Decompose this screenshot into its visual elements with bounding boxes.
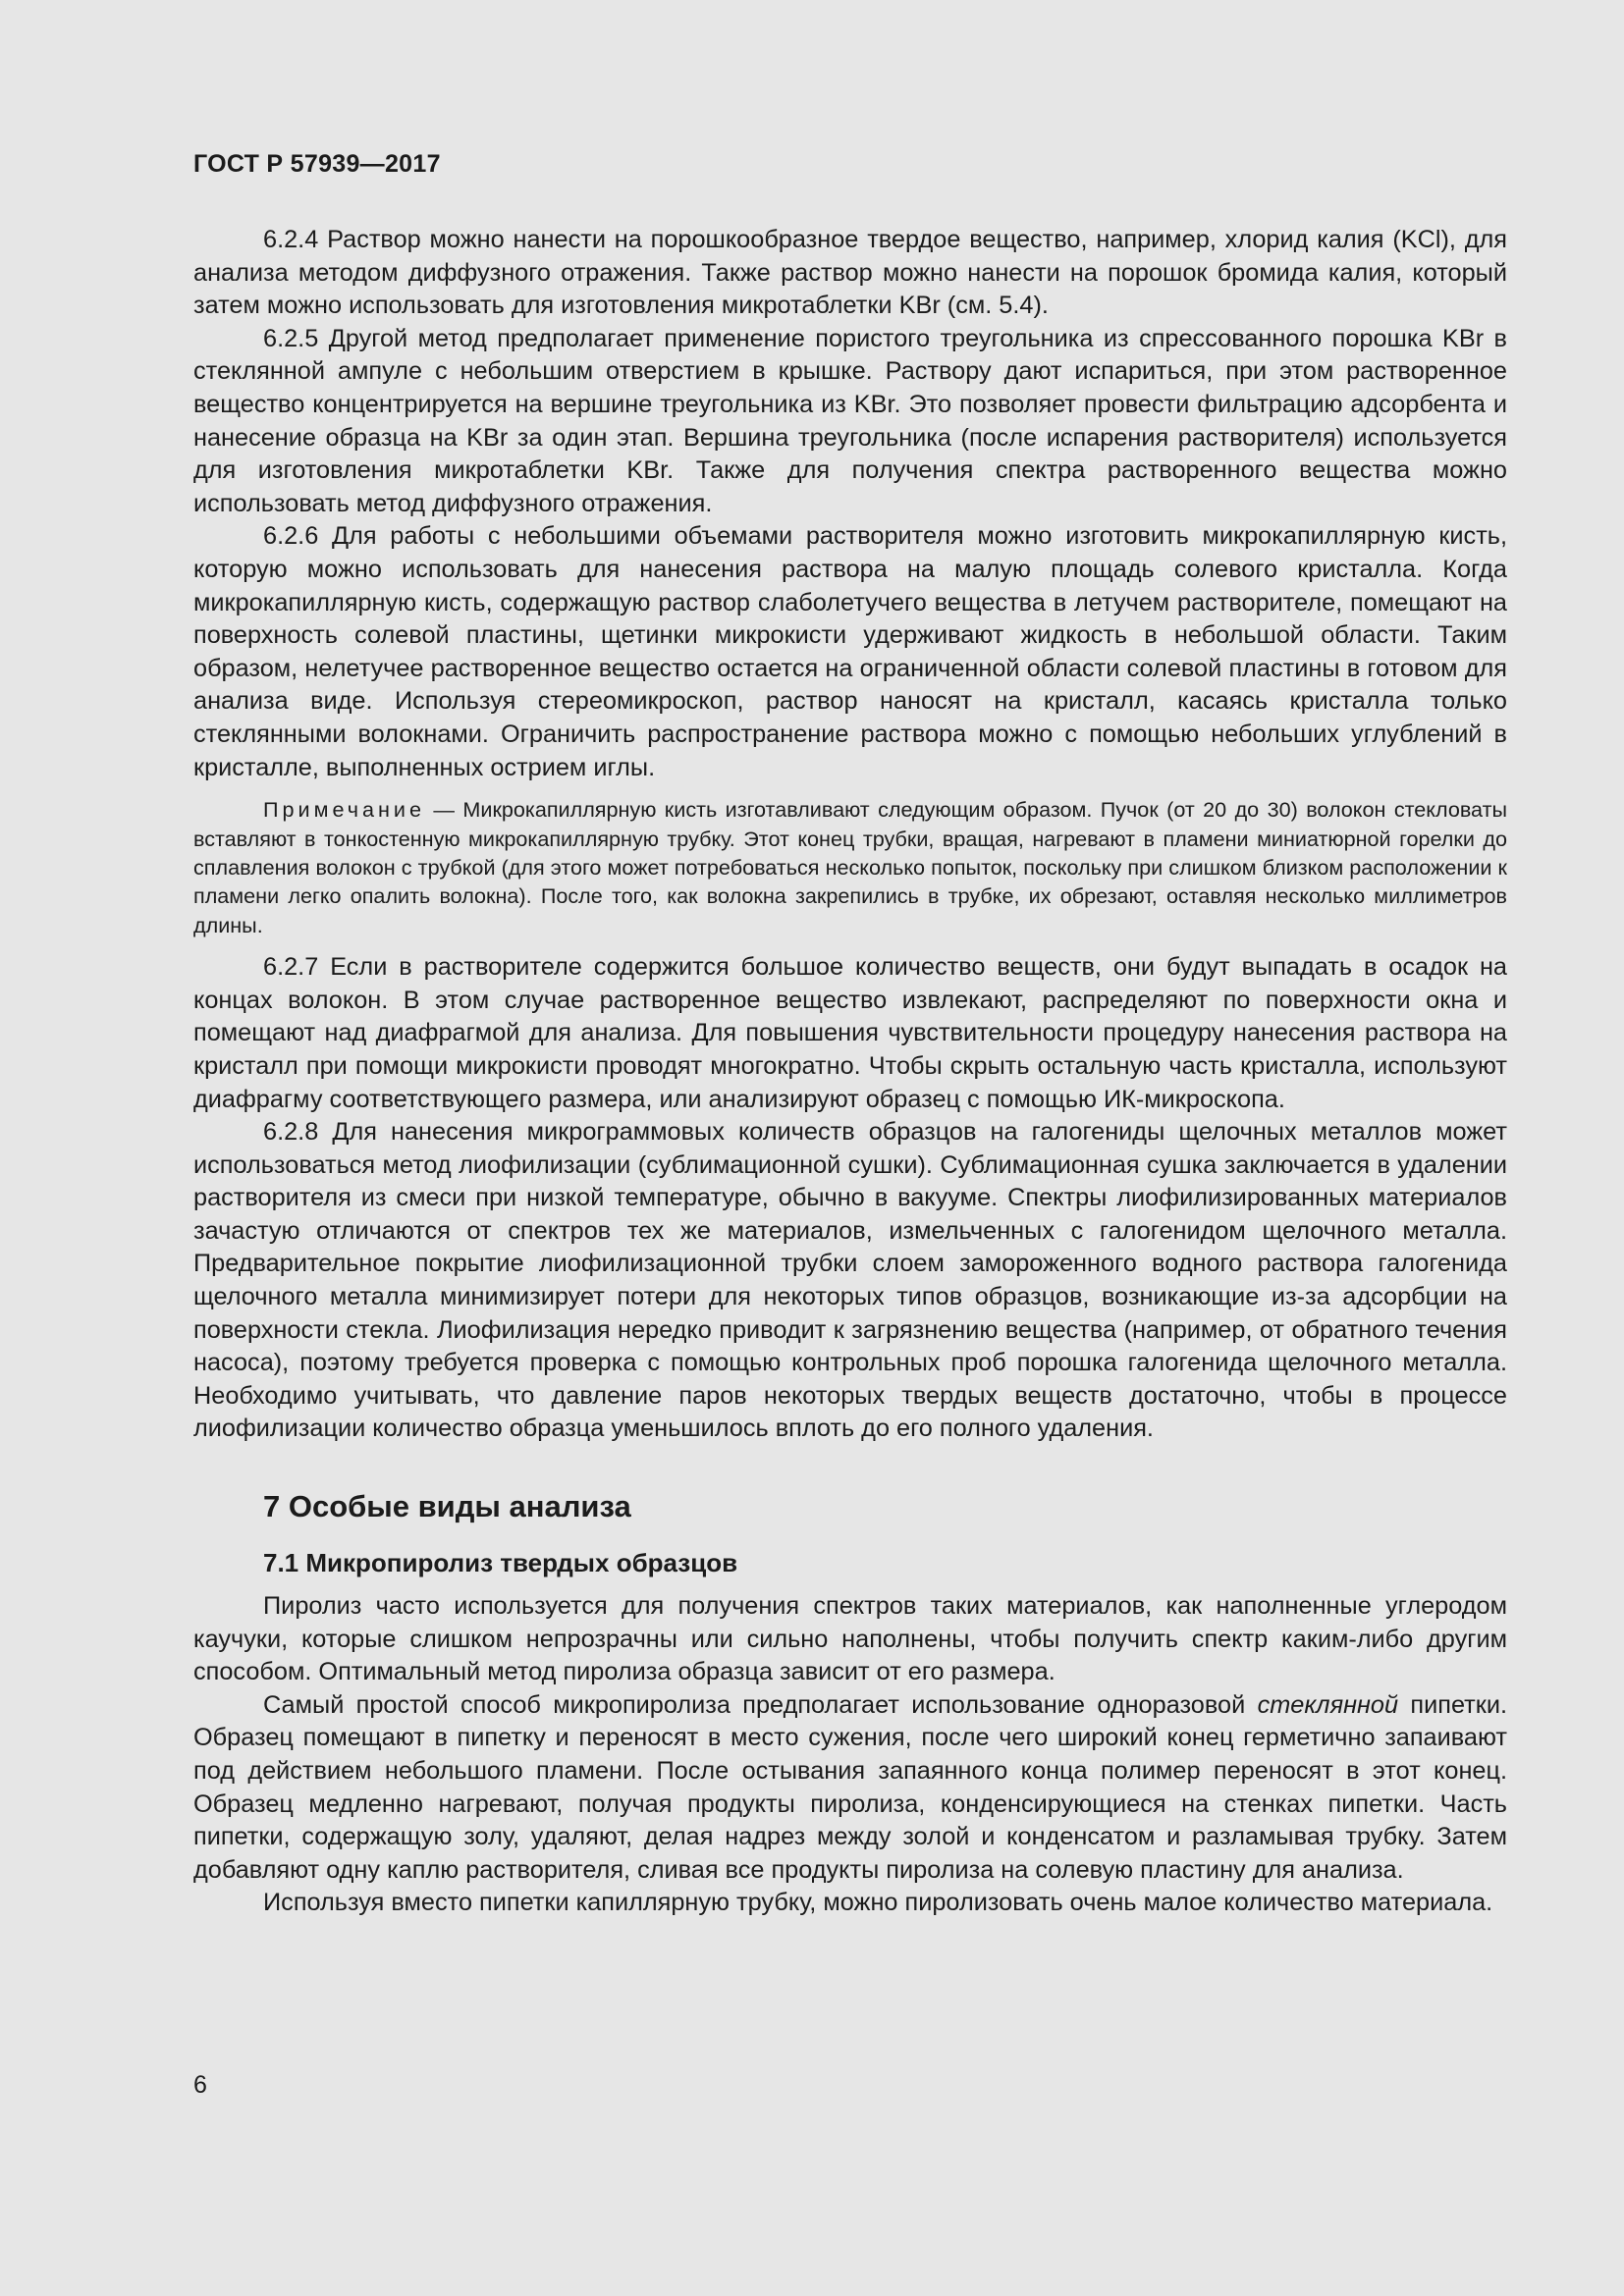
paragraph-6-2-5: 6.2.5 Другой метод предполагает применение пористого треугольника из спрессованного порошка KBr в стеклянной ампуле с небольшим отверстием в крышке. Раствору дают испариться, при этом растворенное вещество концентрируется на вершине треугольника из KBr. Это позволяет провести фильтрацию адсорбента и нанесение образца на KBr за один этап. Вершина треугольника (после испарения растворителя) используется для изготовления микротаблетки KBr. Также для получения спектра растворенного вещества можно использовать метод диффузного отражения. [193, 324, 1507, 517]
paragraph-7-1-b-start: Самый простой способ микропиролиза предполагает использование одноразовой [263, 1690, 1258, 1719]
paragraph-7-1-a: Пиролиз часто используется для получения спектров таких материалов, как наполненные углеродом каучуки, которые слишком непрозрачны или сильно наполнены, чтобы получить спектр каким-либо другим способом. Оптимальный метод пиролиза образца зависит от его размера. [193, 1592, 1507, 1686]
section-7-1-heading: 7.1 Микропиролиз твердых образцов [263, 1548, 738, 1578]
paragraph-6-2-8: 6.2.8 Для нанесения микрограммовых количеств образцов на галогениды щелочных металлов может использоваться метод лиофилизации (сублимационной сушки). Сублимационная сушка заключается в удалении растворителя из смеси при низкой температуре, обычно в вакууме. Спектры лиофилизированных материалов зачастую отличаются от спектров тех же материалов, измельченных с галогенидом щелочного металла. Предварительное покрытие лиофилизационной трубки слоем замороженного водного раствора галогенида щелочного металла минимизирует потери для некоторых типов образцов, возникающие из-за адсорбции на поверхности стекла. Лиофилизация нередко приводит к загрязнению вещества (например, от обратного течения насоса), поэтому требуется проверка с помощью контрольных проб порошка галогенида щелочного металла. Необходимо учитывать, что давление паров некоторых твердых веществ достаточно, чтобы в процессе лиофилизации количество образца уменьшилось вплоть до его полного удаления. [193, 1118, 1507, 1443]
section-7-heading: 7 Особые виды анализа [263, 1489, 631, 1524]
paragraph-7-1-b [193, 1689, 1507, 1888]
paragraph-7-1-b-end: пипетки. Образец помещают в пипетку и переносят в место сужения, после чего широкий конец герметично запаивают под действием небольшого пламени. После остывания запаянного конца полимер переносят в этот конец. Образец медленно нагревают, получая продукты пиролиза, конденсирующиеся на стенках пипетки. Часть пипетки, содержащую золу, удаляют, делая надрез между золой и конденсатом и разламывая трубку. Затем добавляют одну каплю растворителя, сливая все продукты пиролиза на солевую пластину для анализа. [193, 1690, 1507, 1884]
paragraph-6-2-7: 6.2.7 Если в растворителе содержится большое количество веществ, они будут выпадать в осадок на концах волокон. В этом случае растворенное вещество извлекают, распределяют по поверхности окна и помещают над диафрагмой для анализа. Для повышения чувствительности процедуру нанесения раствора на кристалл при помощи микрокисти проводят многократно. Чтобы скрыть остальную часть кристалла, используют диафрагму соответствующего размера, или анализируют образец с помощью ИК-микроскопа. [193, 953, 1507, 1113]
paragraph-6-2-6: 6.2.6 Для работы с небольшими объемами растворителя можно изготовить микрокапиллярную кисть, которую можно использовать для нанесения раствора на малую площадь солевого кристалла. Когда микрокапиллярную кисть, содержащую раствор слаболетучего вещества в летучем растворителе, помещают на поверхность солевой пластины, щетинки микрокисти удерживают жидкость в небольшой области. Таким образом, нелетучее растворенное вещество остается на ограниченной области солевой пластины в готовом для анализа виде. Используя стереомикроскоп, раствор наносят на кристалл, касаясь кристалла только стеклянными волокнами. Ограничить распространение раствора можно с помощью небольших углублений в кристалле, выполненных острием иглы. [193, 522, 1507, 781]
document-body [193, 224, 1507, 1920]
paragraph-7-1-b-emphasis: стеклянной [1257, 1690, 1399, 1719]
note-text: Микрокапиллярную кисть изготавливают следующим образом. Пучок (от 20 до 30) волокон стекловаты вставляют в тонкостенную микрокапиллярную трубку. Этот конец трубки, вращая, нагревают в пламени миниатюрной горелки до сплавления волокон с трубкой (для этого может потребоваться несколько попыток, поскольку при слишком близком расположении к пламени легко опалить волокна). После того, как волокна закрепились в трубке, их обрезают, оставляя несколько миллиметров длины. [193, 797, 1507, 937]
note [193, 795, 1507, 939]
paragraph-6-2-4: 6.2.4 Раствор можно нанести на порошкообразное твердое вещество, например, хлорид калия (KCl), для анализа методом диффузного отражения. Также раствор можно нанести на порошок бромида калия, который затем можно использовать для изготовления микротаблетки KBr (см. 5.4). [193, 226, 1507, 320]
paragraph-7-1-c: Используя вместо пипетки капиллярную трубку, можно пиролизовать очень малое количество материала. [263, 1889, 1493, 1917]
note-label: Примечание [263, 797, 425, 823]
page-number: 6 [193, 2071, 207, 2099]
note-dash: — [425, 797, 463, 823]
document-header: ГОСТ Р 57939—2017 [193, 150, 441, 178]
